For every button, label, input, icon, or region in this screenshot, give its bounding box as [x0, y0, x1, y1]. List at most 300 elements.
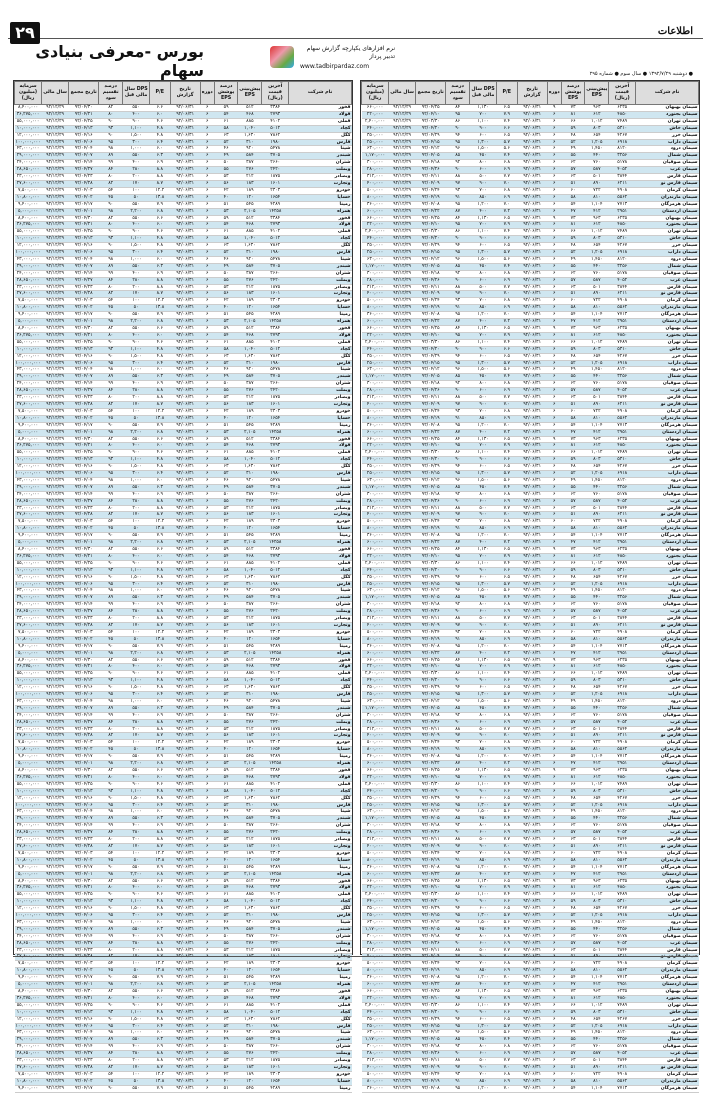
table-cell: ۴.۸ [150, 567, 170, 574]
table-cell: ۲۷۶ [238, 388, 262, 395]
table-cell: ۹۰ [446, 940, 470, 947]
table-cell: ۷.۰ [497, 1064, 517, 1071]
table-cell: ۸۹ [99, 374, 123, 381]
table-cell: سیمان خاش [636, 899, 699, 906]
table-cell: ۹۲/۰۶/۳۱ [517, 899, 547, 906]
table-cell: ۲۸,۶۵۰,۰۰۰ [15, 277, 42, 284]
table-cell: ۶۹۱۸ [609, 250, 636, 257]
table-cell: ۶۳ [214, 243, 238, 250]
table-cell: ۹۲/۰۶/۳۱ [517, 215, 547, 222]
table-cell: ۶۳۰,۰۰۰ [362, 588, 389, 595]
table-cell: ۷۶۰ [585, 160, 609, 167]
table-cell: ۹۲/۰۶/۳۱ [517, 747, 547, 754]
table-cell: ۱۰۰ [123, 298, 150, 305]
table-cell: ۵۳ [214, 284, 238, 291]
table-row [15, 194, 352, 201]
table-cell: ۶ [547, 250, 561, 257]
table-cell: ۲۰۰ [123, 1058, 150, 1065]
table-cell: ۳۳۸۴ [262, 657, 289, 664]
table-cell: سیمان مازندران [636, 636, 699, 643]
table-cell: خودرو [289, 961, 352, 968]
table-cell: ۸۶ [446, 671, 470, 678]
table-cell: سیمان شمال [636, 374, 699, 381]
table-cell: ۹۲/۰۴/۰۳ [69, 519, 99, 526]
column-header: DPS سال مالی قبل [470, 82, 497, 105]
table-cell: ۱۰۰,۰۰۰,۰۰۰ [15, 913, 41, 919]
table-cell: ۹ [547, 436, 561, 443]
table-row [15, 519, 352, 526]
table-cell: ۹۲/۰۶/۳۱ [170, 595, 200, 602]
table-cell: سیمان کرمان [636, 298, 699, 305]
table-cell: ۶.۰ [150, 222, 170, 229]
table-cell: ۱۸۳ [238, 733, 262, 740]
table-cell: ۹۲/۱۲/۲۹ [42, 567, 69, 574]
table-cell: ۶.۶ [497, 457, 517, 464]
table-row [15, 622, 352, 629]
table-cell: ۴.۸ [150, 353, 170, 360]
table-cell: ۶ [547, 408, 561, 415]
table-cell: ۹۲/۰۴/۲۵ [416, 878, 446, 885]
table-cell: ۵۸۴ [238, 263, 262, 270]
table-row [362, 450, 699, 457]
table-cell: ۹۲/۰۴/۰۷ [69, 1037, 99, 1044]
table-cell: سیمان غرب [636, 1051, 699, 1058]
table-cell: ۹۲/۰۶/۳۱ [170, 346, 200, 353]
table-cell: ۹۲/۰۶/۳۱ [170, 747, 200, 754]
table-cell: ۶۹۱۸ [609, 139, 636, 146]
table-cell: ۹۲/۱۲/۲۹ [42, 533, 69, 540]
table-cell: ۹۲/۰۴/۲۴ [416, 629, 446, 636]
table-cell: ۶ [200, 629, 214, 636]
table-cell: ۹۲/۰۴/۲۵ [416, 768, 446, 775]
table-cell: ۵۵,۰۰۰,۰۰۰ [15, 118, 42, 125]
table-cell: ۶.۶ [150, 989, 170, 996]
table-cell: ۶.۹ [497, 830, 517, 837]
table-cell: ۹۰ [446, 719, 470, 726]
table-cell: ۴۰۵۲ [609, 498, 636, 505]
table-cell: ۶.۹ [497, 388, 517, 395]
table-cell: ۳۰۰ [123, 913, 150, 920]
table-cell: ۹۲/۰۴/۰۲ [69, 526, 99, 533]
table-cell: ۵۳ [214, 395, 238, 402]
table-cell: ۱,۳۰۰ [470, 913, 497, 920]
table-cell: ۲۴۲۰ [262, 719, 289, 726]
table-cell: ۷.۹ [497, 664, 517, 671]
table-cell: ۹۰ [99, 685, 123, 692]
table-cell: ۵۵ [214, 830, 238, 837]
table-cell: ۵۵۰ [123, 864, 150, 871]
table-cell: ۹۲/۰۳/۳۰ [416, 781, 446, 788]
table-cell: ۹۲/۱۲/۲۹ [389, 215, 416, 222]
table-cell: ۱,۵۰۰ [123, 795, 150, 802]
table-cell: ۴۵ [99, 857, 123, 864]
table-cell: ۱۹۸۰ [262, 581, 289, 588]
table-cell: ۸۰ [99, 553, 123, 560]
table-cell: ۸۰۰ [470, 712, 497, 719]
table-cell: ۶ [200, 774, 214, 781]
table-cell: ۲۸۰ [123, 1051, 150, 1058]
table-cell: ۶ [200, 118, 214, 125]
table-cell: ۶۲۳۵ [609, 878, 636, 885]
table-cell: ۹۰۰ [470, 954, 497, 961]
table-cell: ۴۶ [214, 698, 238, 705]
table-cell: ۹۲/۰۶/۳۱ [170, 878, 200, 885]
table-cell: خودرو [289, 298, 352, 305]
table-cell: ۵۱ [214, 975, 238, 982]
table-row [362, 263, 699, 270]
table-cell: ۹۲/۰۴/۰۵ [416, 263, 446, 270]
table-cell: ۱,۳۰۰ [470, 692, 497, 699]
table-cell: ۸۰۰,۰۰۰ [362, 636, 389, 643]
table-row [15, 795, 352, 802]
table-cell: ۹۲/۰۴/۱۱ [416, 837, 446, 844]
table-cell: ۹۲/۰۴/۱۶ [69, 795, 99, 802]
table-cell: ۹۲/۰۴/۲۰ [416, 678, 446, 685]
table-cell: ۹۲/۰۴/۲۶ [416, 719, 446, 726]
table-cell: سیمان بجنورد [636, 664, 699, 671]
table-cell: ۵۴ [99, 298, 123, 305]
table-cell: سیمان خاش [636, 125, 699, 132]
table-cell: ۹۲/۰۶/۳۱ [517, 146, 547, 153]
table-row [15, 484, 352, 491]
table-cell: سیمان خزر [636, 132, 699, 139]
table-cell: ۴۱۲ [585, 319, 609, 326]
table-cell: ۹۲/۰۶/۳۱ [170, 788, 200, 795]
table-cell: ۵۱۲ [238, 989, 262, 996]
table-cell: ۸۰ [99, 995, 123, 1002]
table-cell: ۶۶ [561, 339, 585, 346]
table-cell: ۵۰ [214, 491, 238, 498]
table-cell: ۱۴۲۵۸ [262, 319, 289, 326]
table-row [362, 443, 699, 450]
table-cell: ۱,۰۴۰ [238, 678, 262, 685]
table-cell: ۹۲/۰۴/۱۱ [416, 726, 446, 733]
table-cell: ۹۲/۰۴/۳۰ [69, 105, 99, 112]
table-cell: ۹۲/۰۶/۳۱ [517, 843, 547, 850]
table-cell: ۱۸۹ [238, 519, 262, 526]
table-cell: ۹۲/۰۴/۱۲ [416, 477, 446, 484]
table-cell: ۸۰۳ [585, 125, 609, 132]
table-cell: ۹۲/۱۲/۲۹ [389, 312, 416, 319]
table-cell: ۹۲/۰۴/۲۲ [416, 650, 446, 657]
table-cell: ۶.۹ [497, 526, 517, 533]
table-cell: ۴۶ [214, 919, 238, 926]
table-cell: ۹۲ [446, 933, 470, 940]
table-cell: ۹۲/۱۲/۲۹ [42, 512, 69, 519]
table-cell: ۸۱ [561, 443, 585, 450]
table-cell: ۹۲/۰۴/۱۰ [416, 222, 446, 229]
table-cell: ۹۸ [99, 588, 123, 595]
table-cell: ۲۳,۰۰۰,۰۰۰ [15, 395, 42, 402]
table-cell: ۶ [200, 830, 214, 837]
table-row [362, 747, 699, 754]
table-cell: ۶۲ [561, 823, 585, 830]
table-cell: سیمان درود [636, 256, 699, 263]
table-cell: ۵۳ [214, 982, 238, 989]
table-cell: ۹۲/۰۴/۱۵ [416, 471, 446, 478]
table-cell: ۶.۹ [150, 712, 170, 719]
table-cell: ۳۰۰,۰۰۰ [362, 1044, 389, 1051]
table-row [362, 236, 699, 243]
table-cell: ۹۲/۰۴/۰۵ [416, 595, 446, 602]
table-cell: سیمان مازندران [636, 526, 699, 533]
table-cell: ۱,۴۵۰ [585, 698, 609, 705]
table-cell: ۱۷۰ [123, 733, 150, 740]
table-cell: ۸۴ [99, 609, 123, 616]
table-cell: ۹۲/۰۶/۳۱ [517, 740, 547, 747]
table-cell: ۹۰ [99, 533, 123, 540]
table-cell: ۹۲/۰۴/۲۰ [416, 899, 446, 906]
table-cell: ۴۶ [214, 1030, 238, 1037]
table-row [15, 270, 352, 277]
table-cell: ۵۸۷ [585, 388, 609, 395]
table-cell: ۶ [547, 360, 561, 367]
table-cell: ۵۴۷۸ [262, 809, 289, 816]
table-cell: ۸۰۳ [585, 1009, 609, 1016]
table-cell: ۹۰ [446, 678, 470, 685]
table-header [362, 82, 699, 105]
table-cell: ۹۲/۰۴/۱۱ [416, 174, 446, 181]
table-cell: ۸۵ [446, 816, 470, 823]
table-cell: ۴.۶ [150, 892, 170, 899]
table-cell: ۶.۳ [150, 153, 170, 160]
table-cell: سیمان تهران [636, 781, 699, 788]
table-cell: ۹۲/۰۶/۳۱ [517, 837, 547, 844]
table-cell: ۶ [200, 326, 214, 333]
table-cell: ۴۰ [214, 857, 238, 864]
table-cell: ۷.۹ [497, 885, 517, 892]
table-cell: ۱۰,۸۰۰,۰۰۰ [15, 857, 42, 864]
table-cell: ۱۸۹ [238, 298, 262, 305]
table-cell: ۵۵۰ [123, 215, 150, 222]
table-cell: ۹۲/۰۴/۰۲ [69, 857, 99, 864]
table-cell: ۵۵ [214, 1051, 238, 1058]
table-row [362, 926, 699, 933]
table-cell: ۷.۴ [497, 229, 517, 236]
table-cell: ۱۸۳ [238, 622, 262, 629]
table-cell: سیمان کرمان [636, 740, 699, 747]
table-row [362, 118, 699, 125]
table-row [362, 781, 699, 788]
table-cell: ۵۹ [561, 457, 585, 464]
table-cell: ۱۰,۸۰۰,۰۰۰ [15, 968, 42, 975]
table-cell: ۹۲/۱۲/۲۹ [389, 595, 416, 602]
table-cell: ۹ [547, 326, 561, 333]
table-cell: ۴۱۲ [585, 761, 609, 768]
table-cell: ۵۵,۰۰۰,۰۰۰ [15, 1002, 42, 1009]
table-cell: ۵۳ [214, 837, 238, 844]
table-row [15, 705, 352, 712]
table-cell: ۹۲/۰۶/۳۱ [517, 498, 547, 505]
table-cell: ۱۰۰ [123, 961, 150, 968]
left-stock-table [13, 80, 353, 1091]
table-cell: ۶ [200, 187, 214, 194]
table-cell: ۶.۰ [150, 146, 170, 153]
table-cell: فخوز [289, 547, 352, 554]
table-cell: ۹۲/۰۶/۳۱ [517, 374, 547, 381]
table-cell: ۳۰۰ [123, 250, 150, 257]
table-row [362, 602, 699, 609]
table-cell: ۶ [547, 201, 561, 208]
table-cell: ۹۰۰ [470, 236, 497, 243]
table-cell: ۹۲/۰۴/۰۱ [69, 208, 99, 215]
table-cell: ۵۱۲ [238, 547, 262, 554]
table-row [362, 388, 699, 395]
table-cell: ۶.۶ [497, 899, 517, 906]
table-cell: ۹۲/۱۲/۲۹ [389, 643, 416, 650]
table-cell: ۹۲/۰۶/۳۱ [170, 567, 200, 574]
table-cell: ۵۹ [561, 1009, 585, 1016]
table-cell: ۸۰ [99, 664, 123, 671]
table-cell: ۹۲/۱۲/۲۹ [389, 1078, 416, 1085]
table-cell: ۹۲/۱۲/۲۹ [389, 636, 416, 643]
table-cell: ۹۲/۰۶/۳۱ [170, 733, 200, 740]
table-row [362, 809, 699, 816]
table-cell: ۹۲/۰۶/۳۱ [170, 533, 200, 540]
table-cell: ۳۶,۲۷۵,۰۰۰ [15, 664, 42, 671]
table-cell: ۹۲ [446, 823, 470, 830]
table-cell: ۹۲/۰۴/۱۵ [416, 250, 446, 257]
table-cell: ۶ [200, 1009, 214, 1016]
table-cell: ۶ [547, 954, 561, 961]
table-cell: ۲۳۰۳ [262, 850, 289, 857]
column-header: سرمایه (میلیون ریال) [15, 82, 42, 105]
table-row [362, 422, 699, 429]
table-row [362, 1037, 699, 1044]
table-row [15, 906, 352, 913]
table-cell: ۶۲۳۵ [609, 547, 636, 554]
table-cell: ۱,۲۰۵ [585, 802, 609, 809]
table-cell: سیمان داراب [636, 913, 699, 920]
table-cell: ۵۲ [561, 913, 585, 920]
table-cell: ۴۸۵۰ [609, 111, 636, 118]
table-cell: ۷.۰ [497, 843, 517, 850]
table-row [15, 208, 352, 215]
table-cell: ۹۲/۱۲/۲۹ [389, 229, 416, 236]
table-cell: ۶۶۰,۰۰۰ [362, 657, 389, 664]
table-cell: ۷.۹ [150, 1085, 170, 1092]
table-row [362, 664, 699, 671]
table-cell: سیمان هرمزگان [636, 975, 699, 982]
table-cell: ۱,۱۰۰ [470, 229, 497, 236]
table-cell: ۹۲ [446, 381, 470, 388]
table-cell: سیمان شمال [636, 926, 699, 933]
table-row [362, 954, 699, 961]
table-cell: ۶ [200, 995, 214, 1002]
table-cell: ۹۲/۱۲/۲۹ [389, 346, 416, 353]
table-row [15, 553, 352, 560]
table-cell: ۹۵ [446, 864, 470, 871]
table-cell: سیمان شمال [636, 153, 699, 160]
table-cell: ۹۹ [99, 491, 123, 498]
table-cell: ۹۴ [446, 243, 470, 250]
table-cell: ۷.۰ [497, 422, 517, 429]
table-cell: ۹۰ [446, 830, 470, 837]
table-row [15, 719, 352, 726]
table-cell: شتران [289, 602, 352, 609]
table-cell: ۷.۲ [497, 650, 517, 657]
table-cell: ۹۲/۰۶/۳۱ [170, 125, 200, 132]
table-cell: ۶۲۱۱ [609, 733, 636, 740]
table-cell: ۶.۰ [150, 885, 170, 892]
table-cell: ۵۲ [561, 692, 585, 699]
table-cell: ۶ [200, 1051, 214, 1058]
table-cell: ۵.۶ [497, 146, 517, 153]
table-cell: ۹۲/۱۲/۲۹ [42, 857, 69, 864]
table-cell: ۲,۲۰۰ [123, 208, 150, 215]
table-cell: ۹۲/۱۲/۲۹ [389, 222, 416, 229]
table-cell: ۷,۵۰۰,۰۰۰ [15, 1071, 42, 1078]
table-cell: ۷۸۶۲ [262, 353, 289, 360]
table-cell: ۶.۶ [150, 878, 170, 885]
table-cell: ۶ [547, 740, 561, 747]
column-header: درصد پوشش EPS [214, 82, 238, 105]
table-cell: ۹۲/۰۴/۱۷ [69, 864, 99, 871]
table-row [362, 291, 699, 298]
table-cell: کچاد [289, 236, 352, 243]
table-cell: سیمان فارس نو [636, 291, 699, 298]
table-cell: ۹۲/۰۶/۳۱ [170, 1016, 200, 1023]
table-cell: ۸.۷ [150, 1064, 170, 1071]
table-cell: ۹۲/۱۲/۲۹ [389, 332, 416, 339]
table-cell: ۵۲ [214, 1023, 238, 1030]
table-cell: ۹۲/۱۲/۲۹ [42, 919, 69, 926]
table-cell: ۹۰ [99, 243, 123, 250]
table-cell: ۶۰۰,۰۰۰ [362, 761, 389, 768]
table-row [15, 332, 352, 339]
table-cell: ۴۰۰,۰۰۰ [362, 180, 389, 187]
table-cell: ۹۲/۰۴/۰۶ [69, 1023, 99, 1030]
table-row [15, 422, 352, 429]
table-cell: ۵۴ [561, 975, 585, 982]
table-cell: وبملت [289, 940, 352, 947]
table-cell: ۹۵ [446, 1023, 470, 1030]
table-cell: ۵۵ [561, 1037, 585, 1044]
table-cell: ۶ [547, 450, 561, 457]
table-cell: ۳۷۰۵ [262, 926, 289, 933]
table-cell: ۹۲/۰۶/۳۱ [170, 933, 200, 940]
table-cell: ۹۲/۰۶/۳۱ [170, 768, 200, 775]
table-cell: ۵۹ [561, 678, 585, 685]
table-cell: سیمان صوفیان [636, 160, 699, 167]
table-cell: ۱,۱۷۰,۰۰۰ [362, 484, 389, 491]
table-cell: ۱,۱۷۰,۰۰۰ [362, 153, 389, 160]
column-header: تاریخ گزارش [170, 82, 200, 105]
table-cell: ۶ [547, 754, 561, 761]
table-cell: ۴.۸ [150, 132, 170, 139]
table-cell: ۵۵۰ [123, 878, 150, 885]
table-cell: وبصادر [289, 174, 352, 181]
table-cell: ۶ [547, 160, 561, 167]
table-cell: ۹۲/۱۲/۲۹ [389, 788, 416, 795]
table-cell: ۹۲/۱۲/۲۹ [389, 913, 416, 920]
table-cell: ۹۶۳ [585, 436, 609, 443]
table-cell: ۶۰۰ [470, 498, 497, 505]
table-cell: ۸۲ [99, 105, 123, 112]
table-cell: ۵۴ [214, 664, 238, 671]
table-cell: ۹۲/۰۶/۳۱ [517, 160, 547, 167]
table-cell: ۹۲/۰۴/۲۹ [416, 353, 446, 360]
table-cell: ۱,۰۴۰ [238, 567, 262, 574]
table-cell: ۱۰۰,۰۰۰,۰۰۰ [15, 471, 41, 477]
table-cell: ۲۸,۶۵۰,۰۰۰ [15, 609, 42, 616]
table-cell: ۹۹ [99, 160, 123, 167]
table-cell: ۹۲/۰۶/۳۱ [170, 477, 200, 484]
table-cell: ۶.۶ [497, 1009, 517, 1016]
table-row [15, 277, 352, 284]
table-cell: ۴۲۸۹ [262, 201, 289, 208]
table-cell: ۹۲/۰۶/۳۱ [517, 809, 547, 816]
